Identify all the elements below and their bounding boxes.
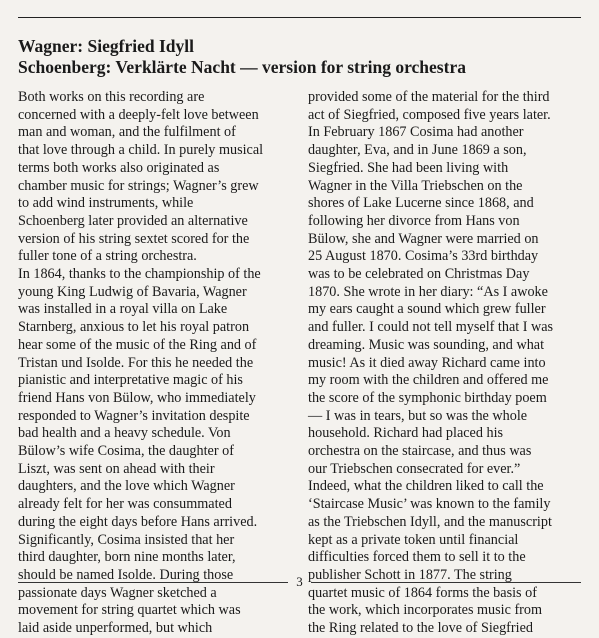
text-line: that love through a child. In purely musical bbox=[18, 142, 264, 159]
text-line: my room with the children and offered me bbox=[308, 372, 549, 389]
text-line: during the eight days before Hans arrived. bbox=[18, 513, 258, 530]
page-number: 3 bbox=[296, 574, 303, 589]
text-line: friend Hans von Bülow, who immediately bbox=[18, 389, 256, 406]
text-line: Indeed, what the children liked to call the bbox=[308, 478, 544, 495]
text-line: chamber music for strings; Wagner’s grew bbox=[18, 177, 259, 194]
text-line: Schoenberg later provided an alternative bbox=[18, 212, 248, 229]
text-line: daughters, and the love which Wagner bbox=[18, 478, 235, 495]
page-footer bbox=[18, 574, 581, 590]
text-line: publisher Schott in 1877. The string bbox=[308, 566, 512, 583]
text-line: In February 1867 Cosima had another bbox=[308, 124, 524, 141]
text-line: terms both works also originated as bbox=[18, 159, 220, 176]
text-line: dreaming. Music was sounding, and what bbox=[308, 336, 545, 353]
text-line: In 1864, thanks to the championship of the bbox=[18, 266, 261, 283]
text-line: was to be celebrated on Christmas Day bbox=[308, 266, 530, 283]
text-line: Significantly, Cosima insisted that her bbox=[18, 531, 235, 548]
text-line: man and woman, and the fulfilment of bbox=[18, 124, 236, 141]
text-line: pianistic and interpretative magic of his bbox=[18, 372, 243, 389]
text-line: kept as a private token until financial bbox=[308, 531, 519, 548]
text-line: Bülow’s wife Cosima, the daughter of bbox=[18, 443, 234, 460]
text-line: already felt for her was consummated bbox=[18, 496, 232, 513]
text-line: ‘Staircase Music’ was known to the family bbox=[308, 496, 551, 513]
text-line: shores of Lake Lucerne since 1868, and bbox=[308, 195, 534, 212]
page-title bbox=[18, 36, 588, 78]
title-line-2: Schoenberg: Verklärte Nacht — version for string orchestra bbox=[18, 57, 466, 77]
text-line: responded to Wagner’s invitation despite bbox=[18, 407, 250, 424]
right-column bbox=[308, 89, 584, 638]
text-line: the work, which incorporates music from bbox=[308, 602, 543, 619]
text-line: third daughter, born nine months later, bbox=[18, 549, 236, 566]
text-line: Wagner in the Villa Triebschen on the bbox=[308, 177, 523, 194]
text-line: concerned with a deeply-felt love between bbox=[18, 106, 259, 123]
text-line: difficulties forced them to sell it to the bbox=[308, 549, 526, 566]
text-line: household. Richard had placed his bbox=[308, 425, 504, 442]
text-line: following her divorce from Hans von bbox=[308, 212, 520, 229]
text-line: orchestra on the staircase, and thus was bbox=[308, 443, 532, 460]
text-line: young King Ludwig of Bavaria, Wagner bbox=[18, 283, 247, 300]
text-line: the Ring related to the love of Siegfried bbox=[308, 620, 533, 637]
text-line: my ears caught a sound which grew fuller bbox=[308, 301, 546, 318]
text-line: and fuller. I could not tell myself that I was bbox=[308, 319, 554, 336]
text-line: quartet music of 1864 forms the basis of bbox=[308, 584, 537, 601]
text-line: — I was in tears, but so was the whole bbox=[308, 407, 528, 424]
text-line: to add wind instruments, while bbox=[18, 195, 194, 212]
text-line: Both works on this recording are bbox=[18, 89, 205, 105]
text-line: 25 August 1870. Cosima’s 33rd birthday bbox=[308, 248, 539, 265]
text-line: Starnberg, anxious to let his royal patron bbox=[18, 319, 250, 336]
text-line: laid aside unperformed, but which bbox=[18, 620, 213, 637]
text-line: bad health and a heavy schedule. Von bbox=[18, 425, 231, 442]
text-line: Tristan und Isolde. For this he needed the bbox=[18, 354, 254, 371]
text-line: as the Triebschen Idyll, and the manuscript bbox=[308, 513, 552, 530]
text-line: 1870. She wrote in her diary: “As I awoke bbox=[308, 283, 548, 300]
text-line: Liszt, was sent on ahead with their bbox=[18, 460, 215, 477]
footer-rule-right bbox=[311, 582, 581, 583]
text-line: Bülow, she and Wagner were married on bbox=[308, 230, 539, 247]
text-line: should be named Isolde. During those bbox=[18, 566, 234, 583]
text-line: act of Siegfried, composed five years later. bbox=[308, 106, 551, 123]
text-line: passionate days Wagner sketched a bbox=[18, 584, 217, 601]
top-rule bbox=[18, 17, 581, 18]
text-line: provided some of the material for the third bbox=[308, 89, 550, 105]
text-line: fuller tone of a string orchestra. bbox=[18, 248, 197, 265]
title-line-1: Wagner: Siegfried Idyll bbox=[18, 36, 194, 56]
text-line: version of his string sextet scored for the bbox=[18, 230, 250, 247]
text-line: Siegfried. She had been living with bbox=[308, 159, 509, 176]
text-line: music! As it died away Richard came into bbox=[308, 354, 546, 371]
text-line: hear some of the music of the Ring and of bbox=[18, 336, 257, 353]
text-line: the score of the symphonic birthday poem bbox=[308, 389, 547, 406]
left-column bbox=[18, 89, 298, 638]
text-line: our Triebschen consecrated for ever.” bbox=[308, 460, 521, 477]
text-line: was installed in a royal villa on Lake bbox=[18, 301, 228, 318]
text-line: movement for string quartet which was bbox=[18, 602, 241, 619]
text-line: daughter, Eva, and in June 1869 a son, bbox=[308, 142, 527, 159]
